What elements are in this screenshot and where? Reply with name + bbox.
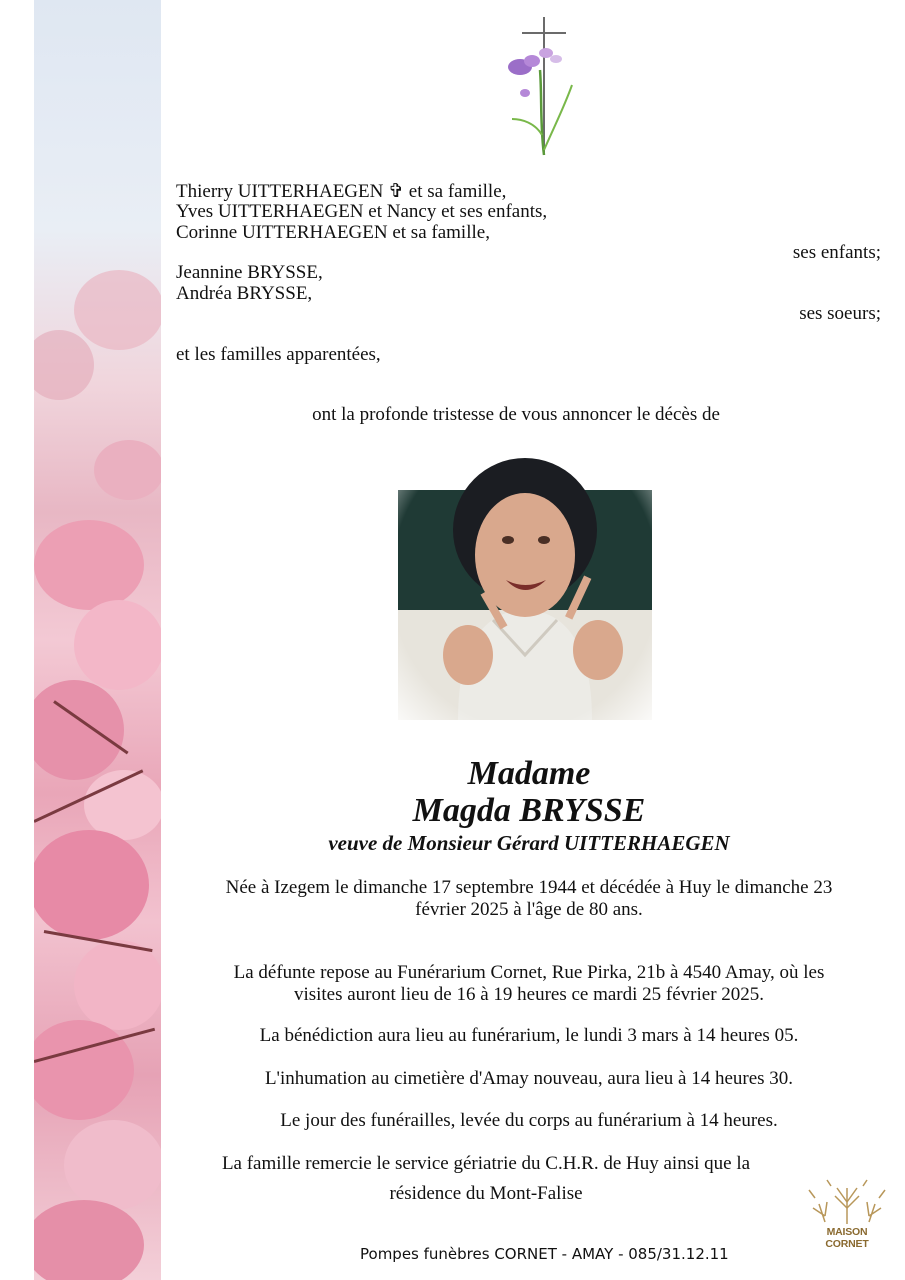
birth-death-line-1: Née à Izegem le dimanche 17 septembre 1944 et décédée à Huy le dimanche 23 xyxy=(225,877,833,898)
logo-text: MAISON CORNET xyxy=(825,1226,869,1250)
burial-line: L'inhumation au cimetière d'Amay nouveau, aura lieu à 14 heures 30. xyxy=(264,1068,794,1089)
footer-contact: Pompes funèbres CORNET - AMAY - 085/31.12.11 xyxy=(360,1245,729,1263)
cross-flower-icon xyxy=(500,15,590,165)
family-child-1: Thierry UITTERHAEGEN ✞ et sa famille, xyxy=(176,181,507,202)
deceased-honorific: Madame xyxy=(467,755,591,792)
rest-line-1: La défunte repose au Funérarium Cornet, Rue Pirka, 21b à 4540 Amay, où les xyxy=(233,962,825,983)
rest-line-2: visites auront lieu de 16 à 19 heures ce mardi 25 février 2025. xyxy=(293,984,765,1005)
cherry-blossom-strip xyxy=(34,0,161,1280)
portrait-photo xyxy=(398,440,652,720)
family-child-2: Yves UITTERHAEGEN et Nancy et ses enfants, xyxy=(176,201,548,222)
wheat-icon xyxy=(805,1178,889,1226)
family-sister-1: Jeannine BRYSSE, xyxy=(176,262,323,283)
family-sister-2: Andréa BRYSSE, xyxy=(176,283,313,304)
announcement-text: ont la profonde tristesse de vous annoncer le décès de xyxy=(312,404,720,425)
departure-line: Le jour des funérailles, levée du corps au funérarium à 14 heures. xyxy=(280,1110,778,1131)
children-role: ses enfants; xyxy=(792,242,881,263)
sisters-role: ses soeurs; xyxy=(799,303,881,324)
maison-cornet-logo xyxy=(805,1178,889,1268)
birth-death-line-2: février 2025 à l'âge de 80 ans. xyxy=(415,899,643,920)
relatives-line: et les familles apparentées, xyxy=(176,344,381,365)
thanks-line-2: résidence du Mont-Falise xyxy=(389,1183,583,1204)
family-child-3: Corinne UITTERHAEGEN et sa famille, xyxy=(176,222,490,243)
deceased-name: Magda BRYSSE xyxy=(412,792,646,829)
thanks-line-1: La famille remercie le service gériatrie du C.H.R. de Huy ainsi que la xyxy=(221,1153,751,1174)
blessing-line: La bénédiction aura lieu au funérarium, le lundi 3 mars à 14 heures 05. xyxy=(259,1025,799,1046)
deceased-spouse: veuve de Monsieur Gérard UITTERHAEGEN xyxy=(328,831,730,855)
